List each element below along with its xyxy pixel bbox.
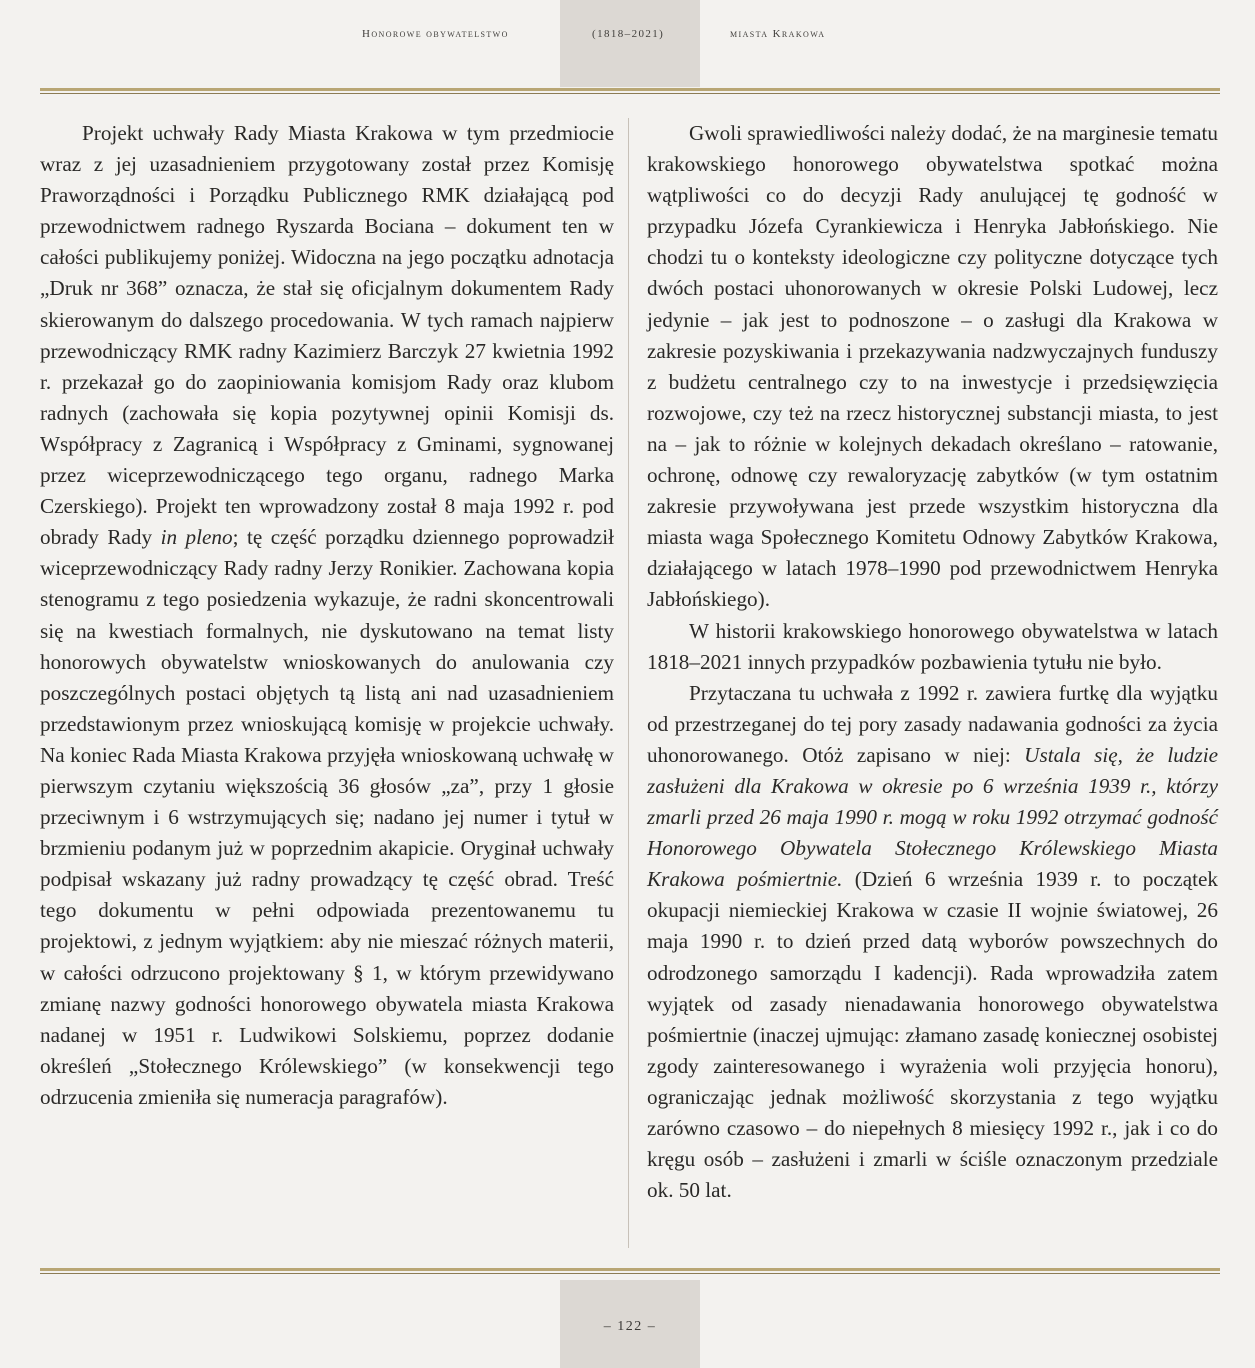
left-paragraph-1-text: Projekt uchwały Rady Miasta Krakowa w tym przedmiocie wraz z jej uzasadnieniem przygotowany został przez Komisję Praworządności i Porządku Publicznego RMK działającą pod przewodnictwem radnego Ryszarda Bociana – dokument ten w całości publikujemy poniżej. Widoczna na jego początku adnotacja „Druk nr 368” oznacza, że stał się oficjalnym dokumentem Rady skierowanym do dalszego procedowania. W tych ramach najpierw przewodniczący RMK radny Kazimierz Barczyk 27 kwietnia 1992 r. przekazał go do zaopiniowania komisjom Rady oraz klubom radnych (zachowała się kopia pozytywnej opinii Komisji ds. Współpracy z Zagranicą i Współpracy z Gminami, sygnowanej przez wiceprzewodniczącego tego organu, radnego Marka Czerskiego). Projekt ten wprowadzony został 8 maja 1992 r. pod obrady Rady [40, 121, 614, 550]
right-paragraph-3 [647, 678, 1218, 1207]
right-paragraph-2: W historii krakowskiego honorowego obywatelstwa w latach 1818–2021 innych przypadków pozbawienia tytułu nie było. [647, 618, 1218, 674]
left-text-column [40, 118, 614, 1113]
right-paragraph-3-rest: (Dzień 6 września 1939 r. to początek okupacji niemieckiej Krakowa w czasie II wojnie światowej, 26 maja 1990 r. to dzień przed datą wyborów powszechnych do odrodzonego samorządu I kadencji). Rada wprowadziła zatem wyjątek od zasady nienadawania honorowego obywatelstwa pośmiertnie (inaczej ujmując: złamano zasadę koniecznej osobistej zgody zainteresowanego i wyrażenia woli przyjęcia honoru), ograniczając jednak możliwość skorzystania z tego wyjątku zarówno czasowo – do niepełnych 8 miesięcy 1992 r., jak i co do kręgu osób – zasłużeni i zmarli w ściśle oznaczonym przedziale ok. 50 lat. [647, 867, 1218, 1203]
page-number: – 122 – [603, 1319, 657, 1334]
right-text-column [647, 118, 1218, 1206]
bottom-decorative-rule [40, 1268, 1220, 1274]
left-paragraph-1-rest: ; tę część porządku dziennego poprowadził wiceprzewodniczący Rady radny Jerzy Ronikier. Zachowana kopia stenogramu z tego posiedzenia wykazuje, że radni skoncentrowali się na kwestiach formalnych, nie dyskutowano na temat listy honorowych obywatelstw wnioskowanych do anulowania czy poszczególnych postaci objętych tą listą ani nad uzasadnieniem przedstawionym przez wnioskującą komisję w projekcie uchwały. Na koniec Rada Miasta Krakowa przyjęła wnioskowaną uchwałę w pierwszym czytaniu większością 36 głosów „za”, przy 1 głosie przeciwnym i 6 wstrzymujących się; nadano jej numer i tytuł w brzmieniu podanym już w poprzednim akapicie. Oryginał uchwały podpisał wskazany już radny prowadzący tę część obrad. Treść tego dokumentu w pełni odpowiada prezentowanemu tu projektowi, z jednym wyjątkiem: aby nie mieszać różnych materii, w całości odrzucono projektowany § 1, w którym przewidywano zmianę nazwy godności honorowego obywatela miasta Krakowa nadanej w 1951 r. Ludwikowi Solskiemu, poprzez dodanie określeń „Stołecznego Królewskiego” (w konsekwencji tego odrzucenia zmieniła się numeracja paragrafów). [40, 525, 614, 1109]
right-paragraph-3-text: Przytaczana tu uchwała z 1992 r. zawiera furtkę dla wyjątku od przestrzeganej do tej pory zasady nadawania godności za życia uhonorowanego. Otóż zapisano w niej: [647, 680, 1218, 767]
right-paragraph-1: Gwoli sprawiedliwości należy dodać, że na marginesie tematu krakowskiego honorowego obywatelstwa spotkać można wątpliwości co do decyzji Rady anulującej tę godność w przypadku Józefa Cyrankiewicza i Henryka Jabłońskiego. Nie chodzi tu o konteksty ideologiczne czy polityczne dotyczące tych dwóch postaci uhonorowanych w okresie Polski Ludowej, lecz jedynie – jak jest to podnoszone – o zasługi dla Krakowa w zakresie pozyskiwania i przekazywania nadzwyczajnych funduszy z budżetu centralnego czy to na inwestycje i przedsięwzięcia rozwojowe, czy też na rzecz historycznej substancji miasta, to jest na – jak to różnie w kolejnych dekadach określano – ratowanie, ochronę, odnowę czy rewaloryzację zabytków (w tym ostatnim zakresie przywoływana jest przede wszystkim historyczna dla miasta waga Społecznego Komitetu Odnowy Zabytków Krakowa, działającego w latach 1978–1990 pod przewodnictwem Henryka Jabłońskiego). [647, 121, 1218, 612]
left-paragraph-1 [40, 118, 614, 1113]
header-years: (1818–2021) [592, 28, 665, 40]
header-title-right: miasta Krakowa [730, 28, 826, 40]
right-paragraph-3-italic: Ustala się, że ludzie zasłużeni dla Krakowa w okresie po 6 września 1939 r., którzy zmarli przed 26 maja 1990 r. mogą w roku 1992 otrzymać godność Honorowego Obywatela Stołecznego Królewskiego Miasta Krakowa pośmiertnie. [647, 742, 1218, 892]
header-title-left: Honorowe obywatelstwo [362, 28, 509, 40]
column-divider [628, 118, 629, 1248]
top-decorative-rule [40, 88, 1220, 94]
left-paragraph-1-italic: in pleno [160, 525, 233, 550]
running-header [0, 28, 1255, 48]
